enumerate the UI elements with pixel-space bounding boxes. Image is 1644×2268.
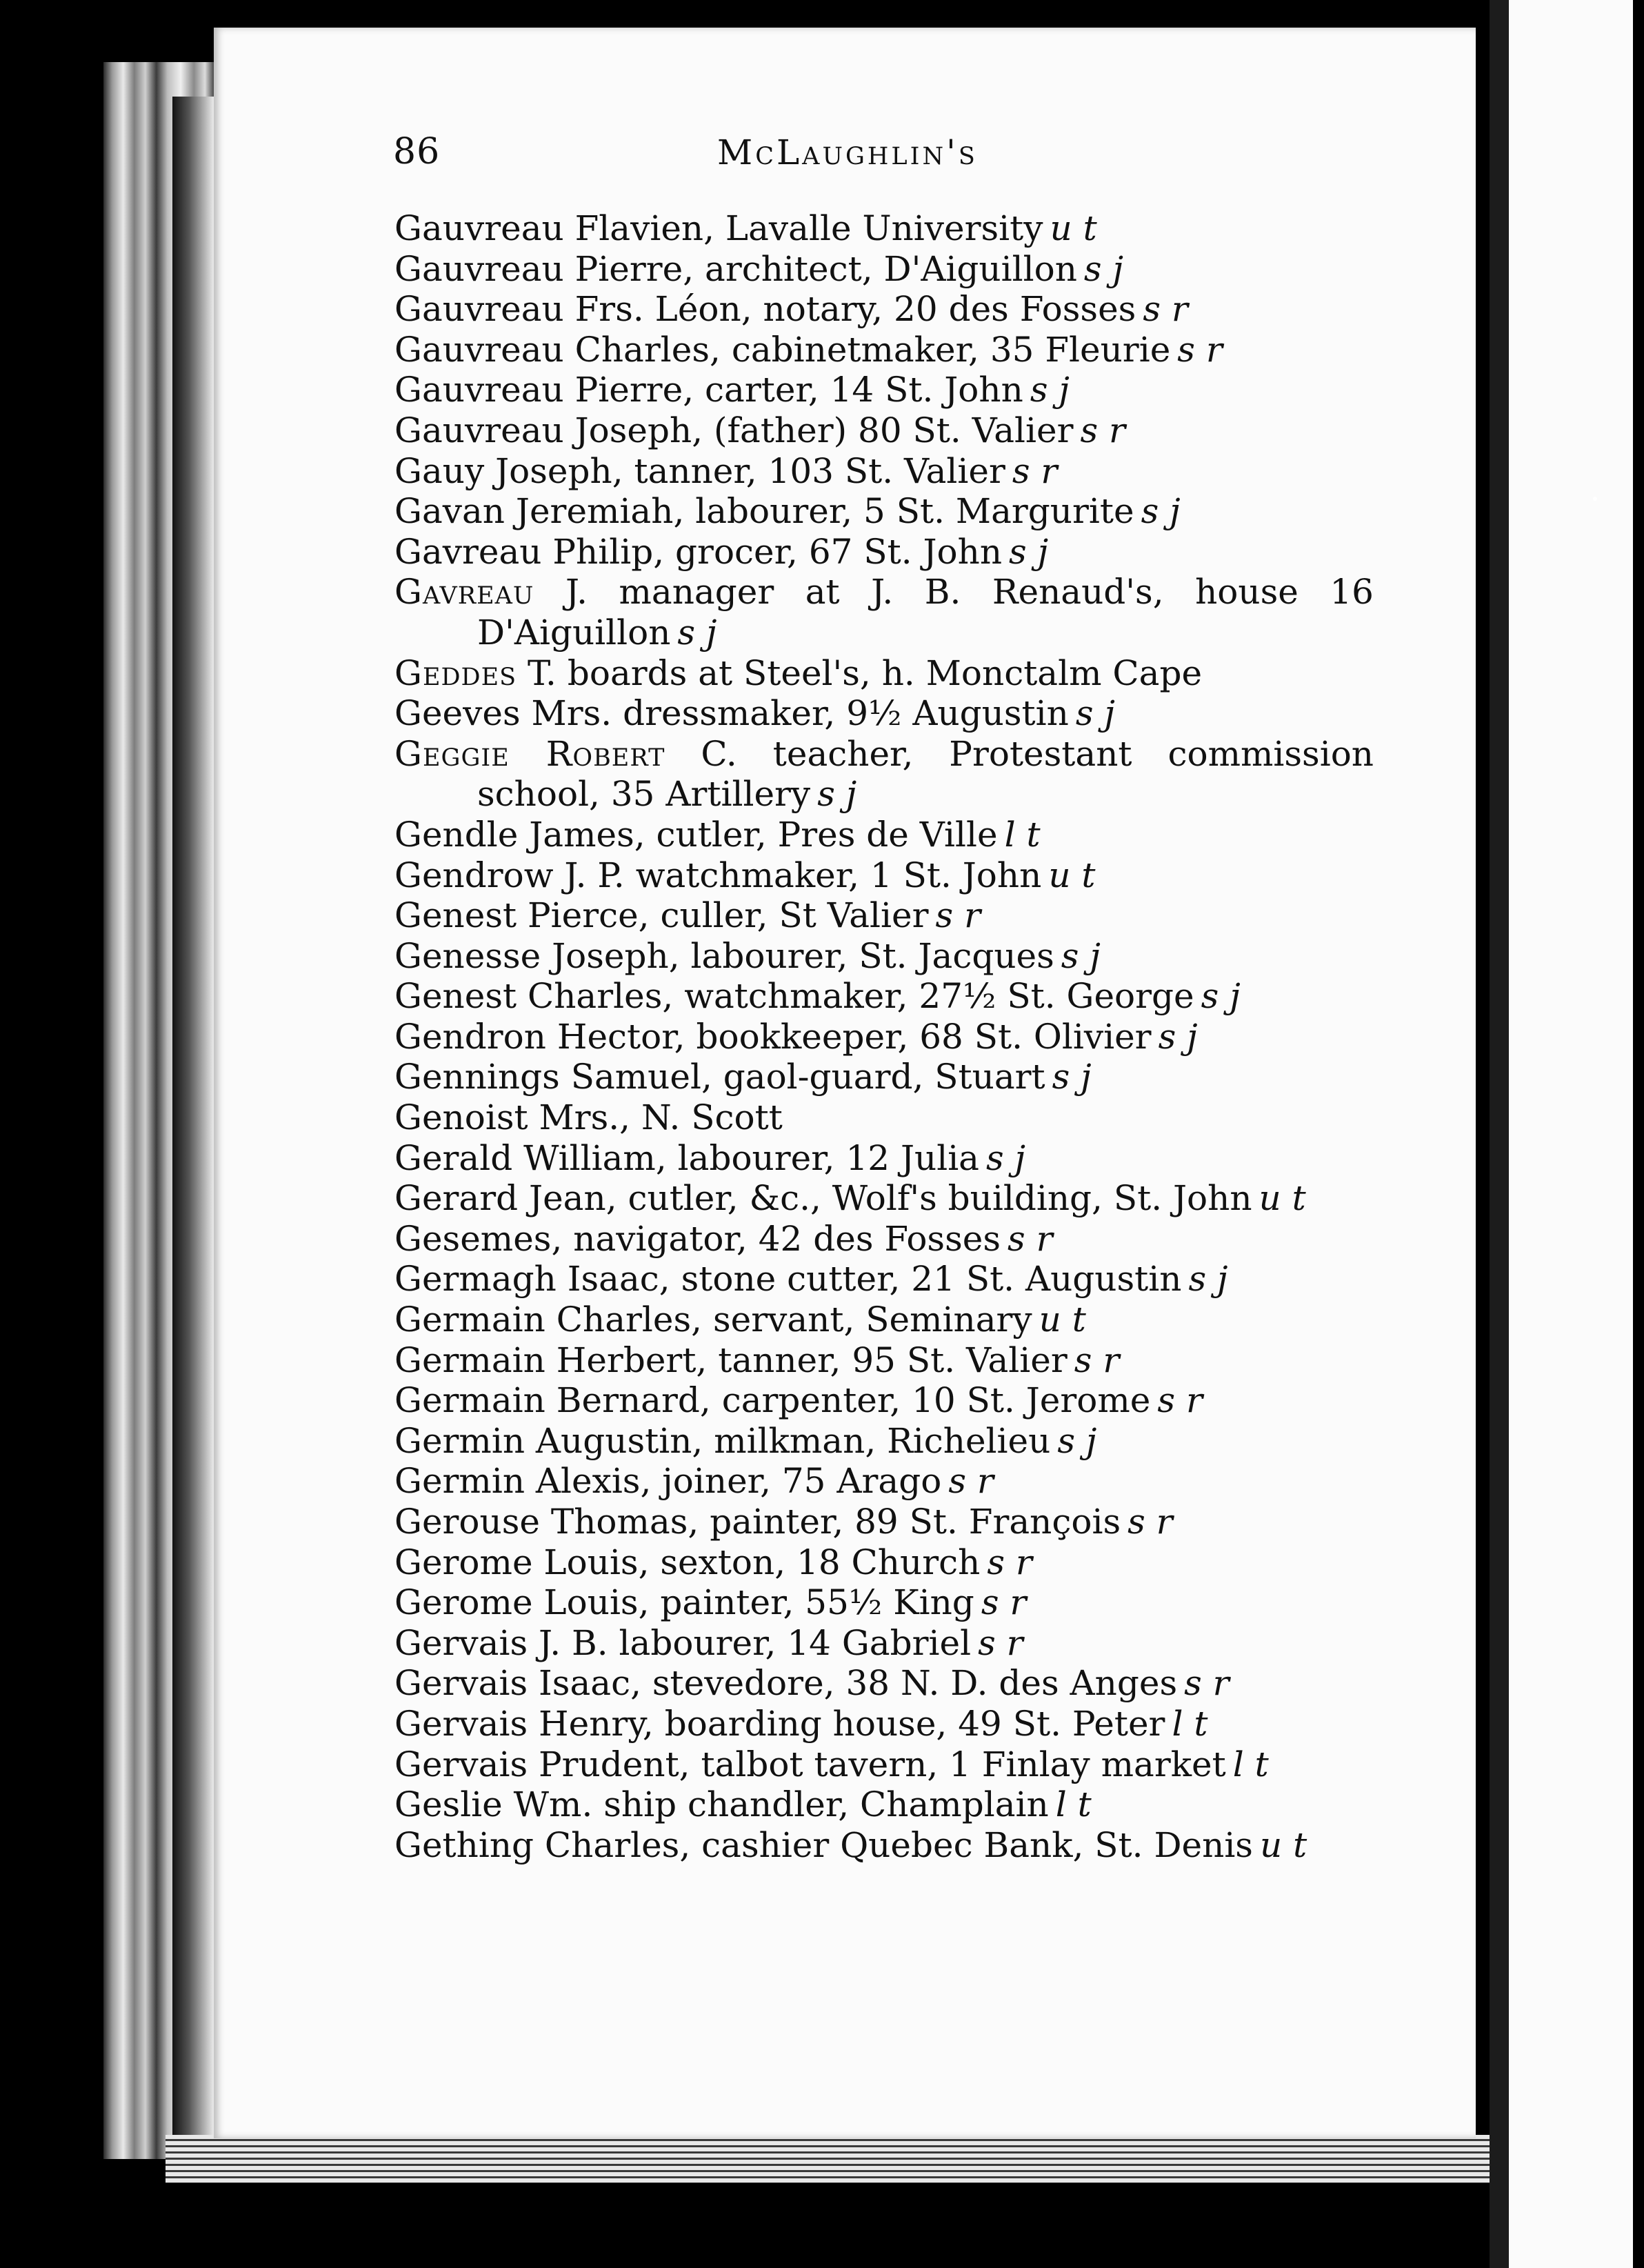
directory-entry [394,289,1374,330]
entry-ward: s r [1157,1380,1203,1421]
entry-name: Gendle James, [394,814,645,855]
entry-details: cutler, Pres de Ville [656,814,998,855]
entry-continuation-text: school, 35 Artillery [477,774,811,815]
directory-entry [394,532,1374,573]
entry-name: Germain Bernard, [394,1380,711,1421]
entry-details: culler, St Valier [660,895,929,936]
entry-ward: s j [1052,1057,1092,1097]
entry-name: Geddes [394,653,517,693]
directory-entry [394,1744,1374,1785]
entry-details: T. boards at Steel's, h. Monctalm Cape [528,653,1203,693]
entry-name: Gennings Samuel, [394,1057,712,1097]
directory-entry [394,208,1374,249]
entry-name: Gauvreau Charles, [394,329,721,370]
directory-entry [394,1461,1374,1502]
entry-details: labourer, 5 St. Margurite [695,491,1134,532]
entry-ward: s j [817,774,857,815]
entry-ward: s j [986,1137,1026,1178]
directory-entry [394,451,1374,492]
entry-details: milkman, Richelieu [714,1420,1051,1461]
entry-ward: s j [1158,1016,1198,1057]
entry-continuation [394,613,1374,653]
entry-ward: s j [1030,370,1070,410]
entry-name: Geggie Robert [394,733,665,774]
entry-name: Gervais Henry, [394,1703,654,1744]
entry-ward: s j [1141,491,1181,532]
entry-details: boarding house, 49 St. Peter [664,1703,1165,1744]
entry-details: N. Scott [641,1097,783,1138]
entry-ward: s r [978,1622,1023,1663]
page-number: 86 [393,131,441,172]
gutter-shadow [172,97,214,2152]
entry-ward: u t [1039,1300,1086,1340]
directory-entry [394,693,1374,734]
directory-entry [394,895,1374,936]
entry-name: Gauvreau Frs. Léon, [394,289,752,330]
directory-entry [394,410,1374,451]
entry-name: Germain Herbert, [394,1340,708,1380]
entry-ward: s r [1143,289,1188,330]
directory-entry [394,734,1374,815]
entry-name: Gauvreau Pierre, [394,248,694,289]
entry-name: Gauvreau Flavien, [394,208,715,248]
entry-details: bookkeeper, 68 St. Olivier [696,1016,1152,1057]
directory-entry [394,1017,1374,1057]
entry-ward: s j [1075,693,1115,734]
entry-details: dressmaker, 9½ Augustin [623,693,1069,734]
directory-entry [394,1057,1374,1097]
entry-details: cabinetmaker, 35 Fleurie [731,329,1171,370]
directory-page [214,28,1476,2138]
directory-entry [394,855,1374,896]
entry-name: Geeves Mrs. [394,693,612,734]
entry-name: Gesemes, [394,1218,563,1259]
entry-name: Gavreau Philip, [394,531,665,572]
entry-ward: l t [1004,814,1041,855]
directory-entry [394,1421,1374,1462]
entry-details: talbot tavern, 1 Finlay market [701,1744,1226,1784]
entry-ward: s j [1188,1259,1228,1300]
directory-entry [394,1340,1374,1381]
entry-continuation-text: D'Aiguillon [477,612,671,653]
entry-details: J. manager at J. B. Renaud's, house 16 [565,572,1374,613]
entry-name: Gervais Isaac, [394,1663,641,1704]
directory-entry [394,1704,1374,1744]
directory-entry [394,1502,1374,1542]
entry-name: Genest Charles, [394,976,674,1017]
entry-details: cashier Quebec Bank, St. Denis [701,1824,1253,1865]
entry-name: Gerome Louis, [394,1582,650,1623]
entry-details: tanner, 95 St. Valier [718,1340,1067,1380]
facing-page-edge [1490,0,1633,2268]
entry-name: Gauvreau Pierre, [394,370,694,410]
directory-entry [394,1542,1374,1583]
entry-name: Germain Charles, [394,1300,703,1340]
directory-entry [394,1259,1374,1300]
directory-entry [394,815,1374,855]
directory-entry [394,249,1374,290]
directory-entry [394,1663,1374,1704]
entry-ward: s j [1061,935,1101,976]
directory-entry [394,1097,1374,1138]
entry-name: Gavan Jeremiah, [394,491,685,532]
entry-name: Germagh Isaac, [394,1259,670,1300]
entry-ward: s r [987,1542,1032,1582]
entry-ward: u t [1259,1178,1306,1219]
entry-ward: u t [1259,1824,1307,1865]
directory-entry [394,1219,1374,1260]
directory-entry [394,491,1374,532]
entry-details: C. teacher, Protestant commission [701,733,1374,774]
entry-ward: s j [1009,531,1049,572]
entry-ward: s r [981,1582,1027,1623]
directory-entry [394,653,1374,694]
entry-details: watchmaker, 27½ St. George [684,976,1194,1017]
scan-speck [1593,497,1597,501]
directory-entry [394,330,1374,370]
entry-ward: s r [1008,1218,1053,1259]
entry-name: Gendron Hector, [394,1016,685,1057]
entry-name: Gervais J. B. [394,1622,608,1663]
entry-ward: l t [1172,1703,1208,1744]
entry-ward: s r [948,1461,994,1502]
entry-details: grocer, 67 St. John [675,531,1003,572]
entry-name: Germin Augustin, [394,1420,703,1461]
entry-details: (father) 80 St. Valier [714,410,1074,450]
entry-ward: s r [1074,1340,1120,1380]
entry-details: gaol-guard, Stuart [723,1057,1045,1097]
directory-entry [394,936,1374,977]
entry-continuation [394,774,1374,815]
directory-entry [394,1784,1374,1825]
entry-details: painter, 55½ King [660,1582,974,1623]
entry-details: cutler, &c., Wolf's building, St. John [628,1178,1252,1219]
entry-ward: l t [1055,1784,1092,1825]
page-stack-bottom-edge [166,2135,1490,2183]
directory-entry [394,1380,1374,1421]
entry-details: notary, 20 des Fosses [763,289,1136,330]
entry-name: Gendrow J. P. [394,855,625,895]
directory-entries [394,208,1374,1865]
entry-name: Gervais Prudent, [394,1744,690,1784]
entry-name: Gerouse Thomas, [394,1502,699,1542]
entry-details: stone cutter, 21 St. Augustin [681,1259,1182,1300]
entry-ward: s r [935,895,981,936]
entry-name: Gerard Jean, [394,1178,617,1219]
entry-name: Gerome Louis, [394,1542,650,1582]
entry-details: painter, 89 St. François [710,1502,1121,1542]
entry-details: servant, Seminary [712,1300,1032,1340]
entry-name: Gerald William, [394,1137,667,1178]
running-title: McLaughlin's [717,132,978,172]
entry-details: labourer, 12 Julia [677,1137,979,1178]
entry-ward: u t [1048,855,1096,895]
directory-entry [394,976,1374,1017]
entry-details: ship chandler, Champlain [603,1784,1049,1825]
entry-ward: s j [677,612,717,653]
entry-ward: s r [1012,450,1058,491]
entry-ward: s j [1201,976,1241,1017]
directory-entry [394,1138,1374,1179]
entry-details: architect, D'Aiguillon [705,248,1077,289]
entry-name: Genesse Joseph, [394,935,680,976]
entry-name: Germin Alexis, [394,1461,652,1502]
directory-entry [394,370,1374,410]
entry-ward: s r [1177,329,1223,370]
entry-name: Genest Pierce, [394,895,650,936]
entry-name: Gauvreau Joseph, [394,410,703,450]
entry-details: joiner, 75 Arago [662,1461,942,1502]
entry-details: watchmaker, 1 St. John [635,855,1042,895]
directory-entry [394,1300,1374,1340]
entry-ward: s r [1184,1663,1230,1704]
entry-details: stevedore, 38 N. D. des Anges [652,1663,1178,1704]
entry-name: Genoist Mrs., [394,1097,631,1138]
entry-name: Geslie Wm. [394,1784,593,1825]
entry-details: labourer, 14 Gabriel [619,1622,972,1663]
entry-ward: l t [1232,1744,1269,1784]
entry-name: Gething Charles, [394,1824,691,1865]
entry-name: Gauy Joseph, [394,450,623,491]
entry-details: sexton, 18 Church [660,1542,981,1582]
entry-details: carter, 14 St. John [705,370,1023,410]
entry-details: labourer, St. Jacques [690,935,1054,976]
directory-entry [394,1825,1374,1866]
entry-ward: s r [1127,1502,1173,1542]
entry-ward: s j [1057,1420,1097,1461]
directory-entry [394,1178,1374,1219]
directory-entry [394,1623,1374,1664]
entry-details: tanner, 103 St. Valier [634,450,1005,491]
entry-details: Lavalle University [725,208,1043,248]
entry-name: Gavreau [394,572,534,613]
entry-details: navigator, 42 des Fosses [573,1218,1001,1259]
entry-details: carpenter, 10 St. Jerome [721,1380,1151,1421]
directory-entry [394,572,1374,653]
entry-ward: s j [1083,248,1123,289]
entry-ward: u t [1050,208,1097,248]
directory-entry [394,1582,1374,1623]
entry-ward: s r [1080,410,1125,450]
page-header [214,131,1476,186]
